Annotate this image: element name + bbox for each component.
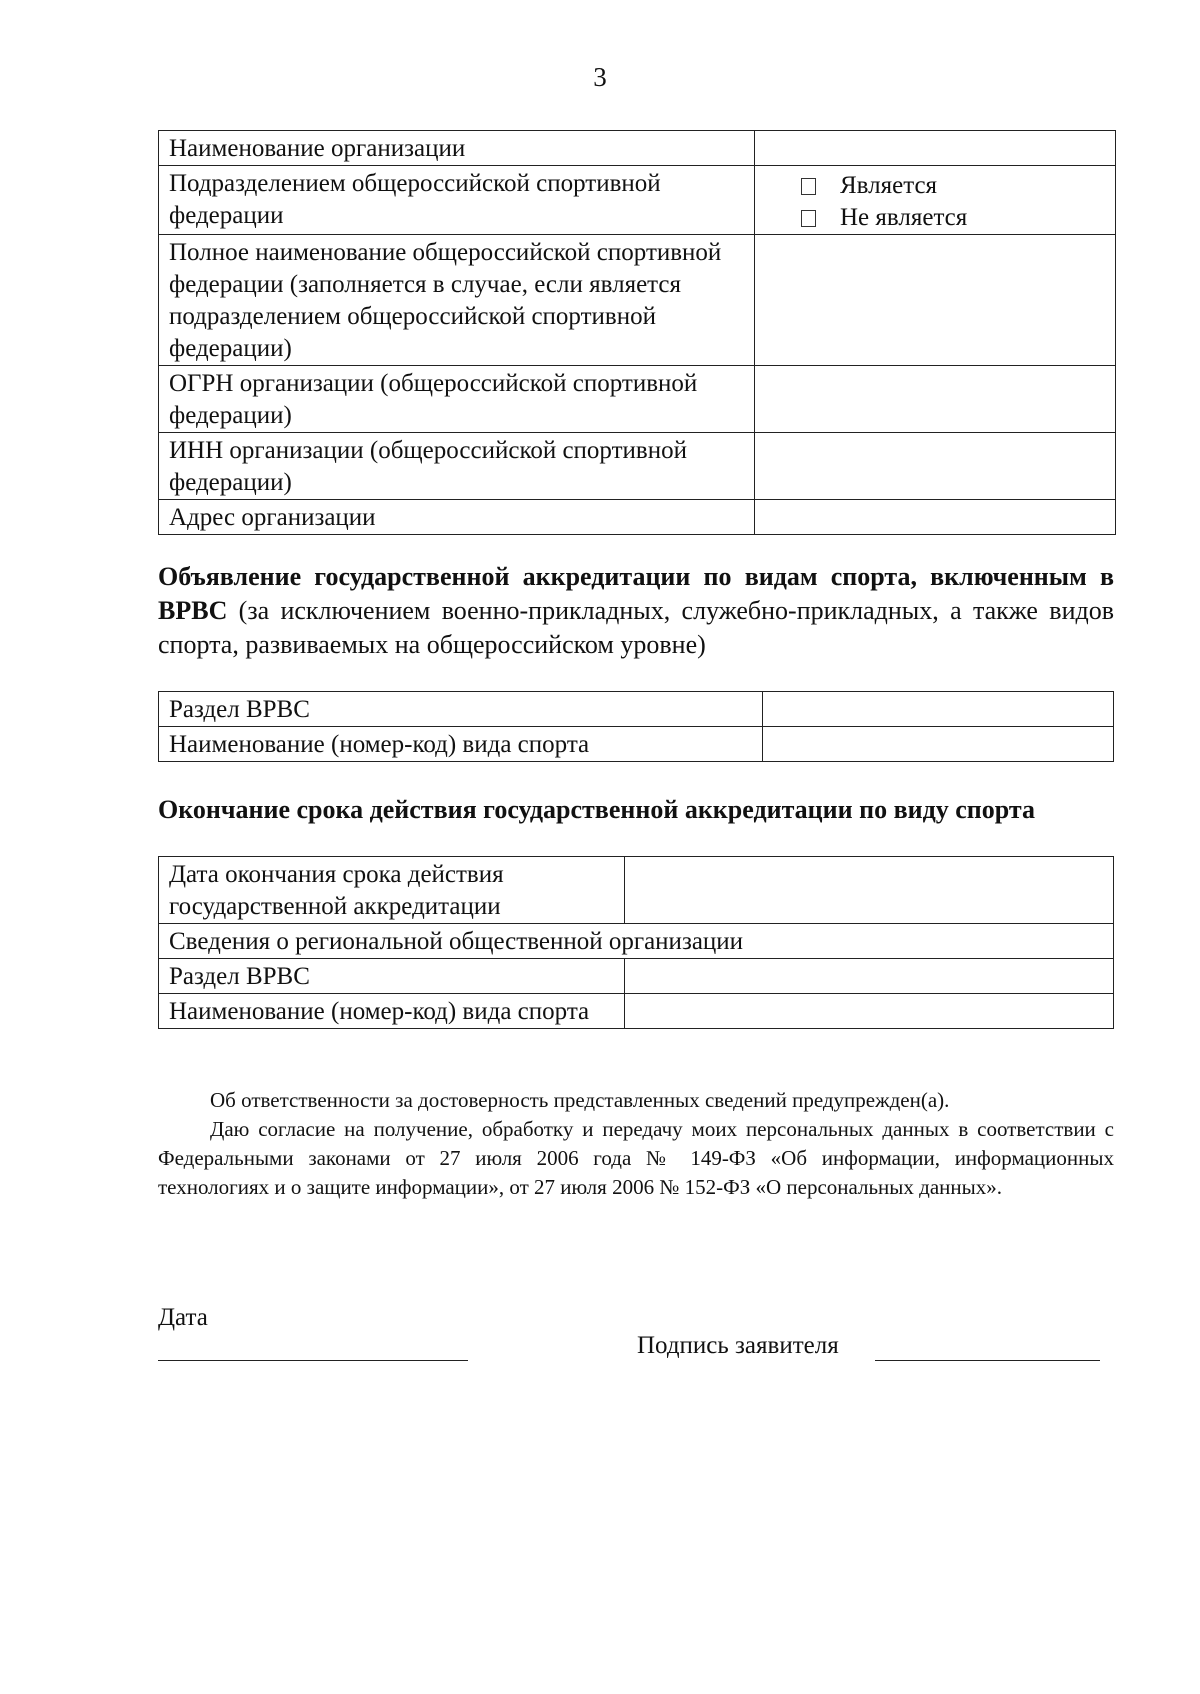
sport-name-value[interactable]	[763, 727, 1114, 762]
announcement-heading	[158, 560, 1114, 662]
table-row	[159, 366, 1116, 433]
ogrn-value[interactable]	[755, 366, 1116, 433]
table-row	[159, 959, 1114, 994]
announcement-heading-bold: Объявление государственной аккредитации по видам спорта, включенным в ВРВС	[158, 562, 1114, 625]
date-label: Дата	[158, 1304, 208, 1331]
announcement-heading-rest: (за исключением военно-прикладных, служебно-прикладных, а также видов спорта, развиваемых на общероссийском уровне)	[158, 596, 1114, 659]
expiry-heading: Окончание срока действия государственной аккредитации по виду спорта	[158, 795, 1035, 824]
federation-full-name-label: Полное наименование общероссийской спортивной федерации (заполняется в случае, если является подразделением общероссийской спортивной федерации)	[159, 235, 755, 366]
expiry-date-value[interactable]	[625, 857, 1114, 924]
option-is-not[interactable]	[765, 202, 1105, 234]
sport-name-label: Наименование (номер-код) вида спорта	[159, 727, 763, 762]
inn-label: ИНН организации (общероссийской спортивной федерации)	[159, 433, 755, 500]
inn-value[interactable]	[755, 433, 1116, 500]
signature-line[interactable]	[875, 1360, 1100, 1361]
expiry-sport-name-value[interactable]	[625, 994, 1114, 1029]
option-is-not-label: Не является	[840, 204, 968, 231]
checkbox-is[interactable]	[801, 178, 816, 195]
table-row	[159, 166, 1116, 235]
org-address-label: Адрес организации	[159, 500, 755, 535]
expiry-table	[158, 856, 1114, 1029]
sport-table	[158, 691, 1114, 762]
consent-notice: Даю согласие на получение, обработку и передачу моих персональных данных в соответствии с Федеральными законами от 27 июля 2006 года № 149-ФЗ «Об информации, информационных технологиях и о защите информации», от 27 июля 2006 № 152-ФЗ «О персональных данных».	[158, 1117, 1114, 1199]
date-line[interactable]	[158, 1360, 468, 1361]
signature-label: Подпись заявителя	[637, 1332, 839, 1359]
organization-table	[158, 130, 1116, 535]
option-is[interactable]	[765, 170, 1105, 202]
expiry-sport-name-label: Наименование (номер-код) вида спорта	[159, 994, 625, 1029]
responsibility-notice: Об ответственности за достоверность представленных сведений предупрежден(а).	[210, 1088, 950, 1112]
table-row	[159, 924, 1114, 959]
table-row	[159, 857, 1114, 924]
ogrn-label: ОГРН организации (общероссийской спортивной федерации)	[159, 366, 755, 433]
regional-org-heading: Сведения о региональной общественной организации	[159, 924, 1114, 959]
vrvs-section-label: Раздел ВРВС	[159, 692, 763, 727]
page-number: 3	[593, 62, 607, 92]
table-row	[159, 433, 1116, 500]
table-row	[159, 692, 1114, 727]
federation-division-label: Подразделением общероссийской спортивной федерации	[159, 166, 755, 235]
option-is-label: Является	[840, 172, 938, 199]
federation-division-options	[755, 166, 1116, 235]
org-name-label: Наименование организации	[159, 131, 755, 166]
org-address-value[interactable]	[755, 500, 1116, 535]
table-row	[159, 727, 1114, 762]
table-row	[159, 131, 1116, 166]
expiry-date-label: Дата окончания срока действия государственной аккредитации	[159, 857, 625, 924]
table-row	[159, 235, 1116, 366]
expiry-vrvs-section-label: Раздел ВРВС	[159, 959, 625, 994]
checkbox-is-not[interactable]	[801, 210, 816, 227]
table-row	[159, 994, 1114, 1029]
org-name-value[interactable]	[755, 131, 1116, 166]
table-row	[159, 500, 1116, 535]
vrvs-section-value[interactable]	[763, 692, 1114, 727]
federation-full-name-value[interactable]	[755, 235, 1116, 366]
expiry-vrvs-section-value[interactable]	[625, 959, 1114, 994]
